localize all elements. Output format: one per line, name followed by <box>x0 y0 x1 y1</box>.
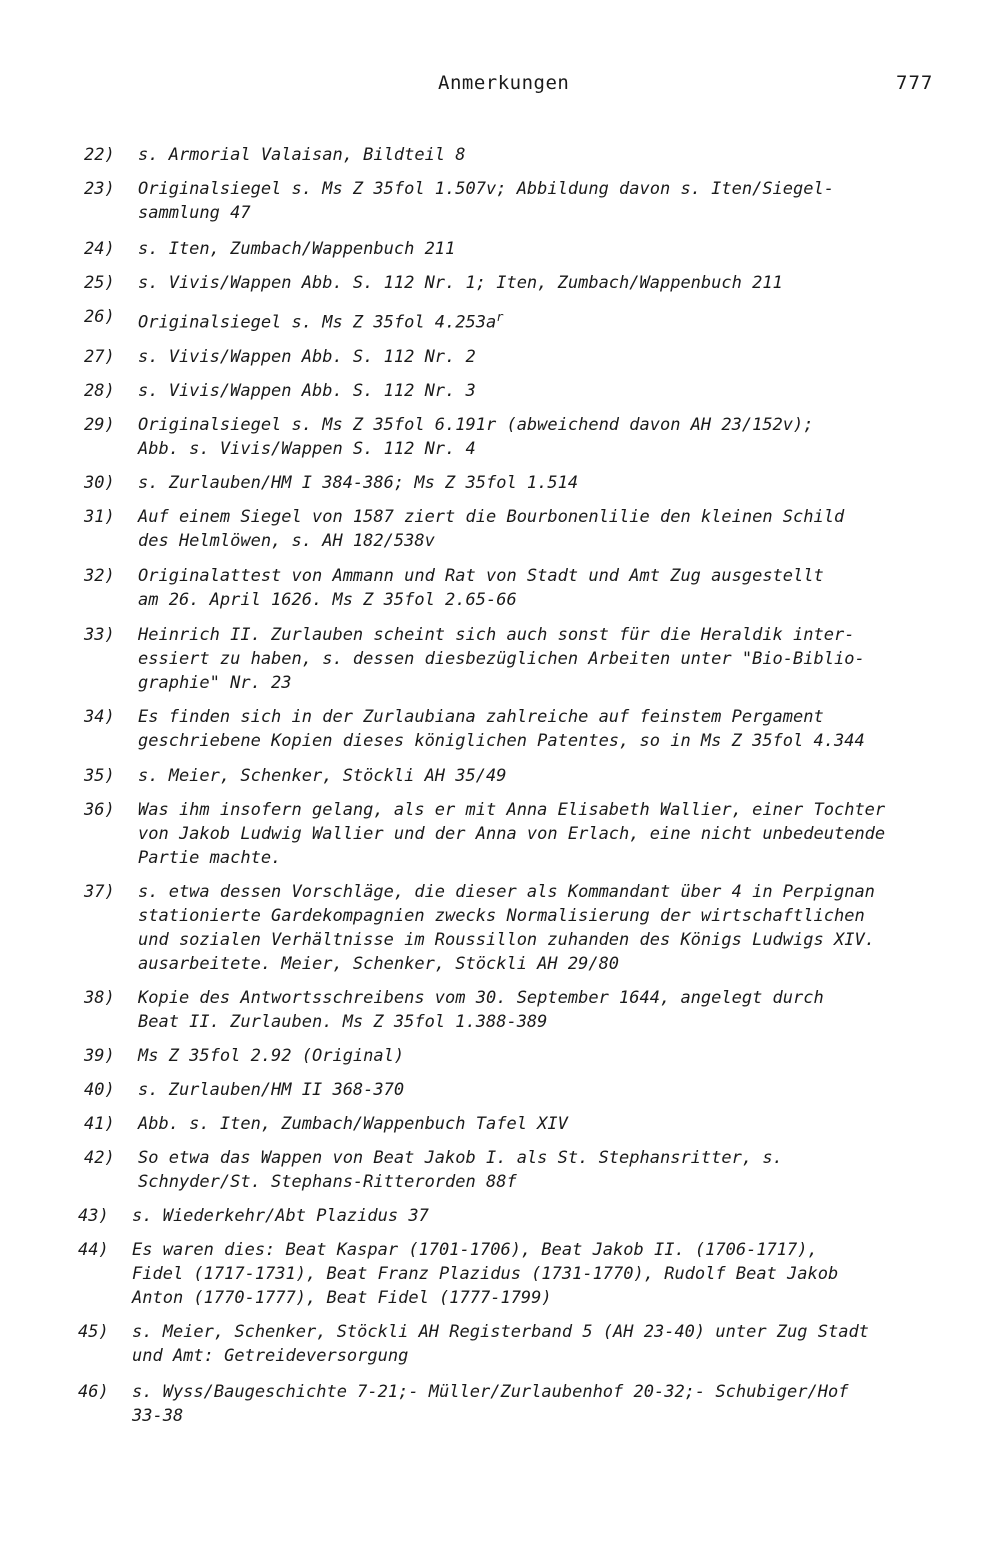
footnote <box>0 880 958 976</box>
footnote-text-content: s. Meier, Schenker, Stöckli AH Registerband 5 (AH 23-40) unter Zug Stadt und Amt: Getreideversorgung <box>132 1322 869 1366</box>
footnote <box>0 1380 952 1428</box>
footnote-number: 36) <box>84 800 115 820</box>
footnote <box>0 305 958 335</box>
footnote <box>0 177 958 225</box>
footnote-text <box>138 305 958 335</box>
footnote-text <box>138 564 958 612</box>
footnote-number: 23) <box>84 179 115 199</box>
footnote-text <box>138 1044 958 1068</box>
footnote-text-content: s. Iten, Zumbach/Wappenbuch 211 <box>138 239 456 259</box>
footnote-number: 27) <box>84 347 115 367</box>
footnote-number: 31) <box>84 507 115 527</box>
footnote-text-content: s. Zurlauben/HM II 368-370 <box>138 1080 405 1100</box>
footnote <box>0 237 958 261</box>
footnote-text-content: Auf einem Siegel von 1587 ziert die Bourbonenlilie den kleinen Schild des Helmlöwen, s. AH 182/538v <box>138 507 845 551</box>
footnote <box>0 1320 952 1368</box>
footnote-text-content: Abb. s. Iten, Zumbach/Wappenbuch Tafel XIV <box>138 1114 568 1134</box>
footnote-text <box>138 271 958 295</box>
footnote-text-content: s. Vivis/Wappen Abb. S. 112 Nr. 2 <box>138 347 476 367</box>
footnote-number: 39) <box>84 1046 115 1066</box>
footnote-text-content: Originalsiegel s. Ms Z 35fol 1.507v; Abbildung davon s. Iten/Siegel- sammlung 47 <box>138 179 834 223</box>
footnote-text <box>138 345 958 369</box>
footnote-text-content: s. etwa dessen Vorschläge, die dieser als Kommandant über 4 in Perpignan stationierte Gardekompagnien zwecks Normalisierung der wirtschaftlichen und sozialen Verhältnisse im Roussillon zuhanden des Königs Ludwigs XIV. ausarbeitete. Meier, Schenker, Stöckli AH 29/80 <box>138 882 875 974</box>
footnote-number: 33) <box>84 625 115 645</box>
footnote-text-content: s. Vivis/Wappen Abb. S. 112 Nr. 3 <box>138 381 476 401</box>
page-title: Anmerkungen <box>438 72 570 94</box>
footnote <box>0 1044 958 1068</box>
footnote-number: 37) <box>84 882 115 902</box>
footnote-number: 22) <box>84 145 115 165</box>
footnote-number: 26) <box>84 307 115 327</box>
footnote-text <box>138 177 958 225</box>
footnote-text <box>138 705 958 753</box>
footnote-text <box>132 1320 952 1368</box>
footnote <box>0 505 958 553</box>
footnote-text-content: Es waren dies: Beat Kaspar (1701-1706), Beat Jakob II. (1706-1717), Fidel (1717-1731), Beat Franz Plazidus (1731-1770), Rudolf Beat Jakob Anton (1770-1777), Beat Fidel (1777-1799) <box>132 1240 839 1308</box>
footnote-text-content: s. Armorial Valaisan, Bildteil 8 <box>138 145 466 165</box>
footnote <box>0 564 958 612</box>
footnote-text <box>138 379 958 403</box>
footnote <box>0 379 958 403</box>
footnote <box>0 798 958 870</box>
footnote-text-content: s. Wyss/Baugeschichte 7-21;- Müller/Zurlaubenhof 20-32;- Schubiger/Hof 33-38 <box>132 1382 849 1426</box>
footnote-number: 32) <box>84 566 115 586</box>
footnote-text-content: Ms Z 35fol 2.92 (Original) <box>138 1046 405 1066</box>
footnote-text-content: Heinrich II. Zurlauben scheint sich auch sonst für die Heraldik inter- essiert zu haben, s. dessen diesbezüglichen Arbeiten unter "Bio-Biblio- graphie" Nr. 23 <box>138 625 865 693</box>
footnote-text-content: s. Wiederkehr/Abt Plazidus 37 <box>132 1206 429 1226</box>
footnote-text <box>138 1112 958 1136</box>
footnote <box>0 986 958 1034</box>
footnote-number: 41) <box>84 1114 115 1134</box>
footnote-number: 34) <box>84 707 115 727</box>
footnote-text <box>138 1146 958 1194</box>
footnote <box>0 413 958 461</box>
footnote <box>0 1204 952 1228</box>
footnote-text <box>138 237 958 261</box>
footnote-text <box>132 1380 952 1428</box>
footnote-text-content: s. Meier, Schenker, Stöckli AH 35/49 <box>138 766 507 786</box>
footnote-number: 30) <box>84 473 115 493</box>
footnote <box>0 623 958 695</box>
footnote-text-content: Es finden sich in der Zurlaubiana zahlreiche auf feinstem Pergament geschriebene Kopien dieses königlichen Patentes, so in Ms Z 35fol 4.344 <box>138 707 865 751</box>
footnote-text <box>138 764 958 788</box>
footnote-number: 43) <box>78 1206 109 1226</box>
footnote <box>0 764 958 788</box>
footnote-text <box>138 1078 958 1102</box>
footnote <box>0 705 958 753</box>
superscript: r <box>496 310 504 324</box>
footnote-number: 28) <box>84 381 115 401</box>
footnote-text <box>138 880 958 976</box>
footnote-text-content: Kopie des Antwortsschreibens vom 30. September 1644, angelegt durch Beat II. Zurlauben. Ms Z 35fol 1.388-389 <box>138 988 824 1032</box>
footnote-number: 44) <box>78 1240 109 1260</box>
footnote-text <box>138 143 958 167</box>
footnote-number: 38) <box>84 988 115 1008</box>
footnote-number: 29) <box>84 415 115 435</box>
footnote <box>0 143 958 167</box>
footnote <box>0 471 958 495</box>
footnote-text-content: s. Vivis/Wappen Abb. S. 112 Nr. 1; Iten, Zumbach/Wappenbuch 211 <box>138 273 783 293</box>
footnote <box>0 1112 958 1136</box>
footnote-text <box>138 505 958 553</box>
footnote-text-content: Was ihm insofern gelang, als er mit Anna Elisabeth Wallier, einer Tochter von Jakob Ludwig Wallier und der Anna von Erlach, eine nicht unbedeutende Partie machte. <box>138 800 886 868</box>
footnote-text-content: Originalattest von Ammann und Rat von Stadt und Amt Zug ausgestellt am 26. April 1626. Ms Z 35fol 2.65-66 <box>138 566 824 610</box>
footnote-number: 45) <box>78 1322 109 1342</box>
page-number: 777 <box>896 72 934 94</box>
footnote-text <box>138 471 958 495</box>
footnote-text-content: Originalsiegel s. Ms Z 35fol 4.253a <box>138 312 497 333</box>
footnote <box>0 1078 958 1102</box>
footnote-text <box>138 798 958 870</box>
footnote-number: 25) <box>84 273 115 293</box>
footnote-number: 40) <box>84 1080 115 1100</box>
footnote-number: 42) <box>84 1148 115 1168</box>
footnote-text-content: s. Zurlauben/HM I 384-386; Ms Z 35fol 1.514 <box>138 473 579 493</box>
footnote <box>0 345 958 369</box>
footnote-text-content: So etwa das Wappen von Beat Jakob I. als St. Stephansritter, s. Schnyder/St. Stephans-Ritterorden 88f <box>138 1148 783 1192</box>
footnote-text <box>138 623 958 695</box>
footnote-text <box>132 1238 952 1310</box>
footnote-number: 35) <box>84 766 115 786</box>
footnote-text <box>132 1204 952 1228</box>
footnote <box>0 1238 952 1310</box>
footnote-number: 24) <box>84 239 115 259</box>
footnote-number: 46) <box>78 1382 109 1402</box>
footnote-text <box>138 986 958 1034</box>
footnote <box>0 1146 958 1194</box>
footnote-text-content: Originalsiegel s. Ms Z 35fol 6.191r (abweichend davon AH 23/152v); Abb. s. Vivis/Wappen S. 112 Nr. 4 <box>138 415 814 459</box>
footnote-text <box>138 413 958 461</box>
footnote <box>0 271 958 295</box>
